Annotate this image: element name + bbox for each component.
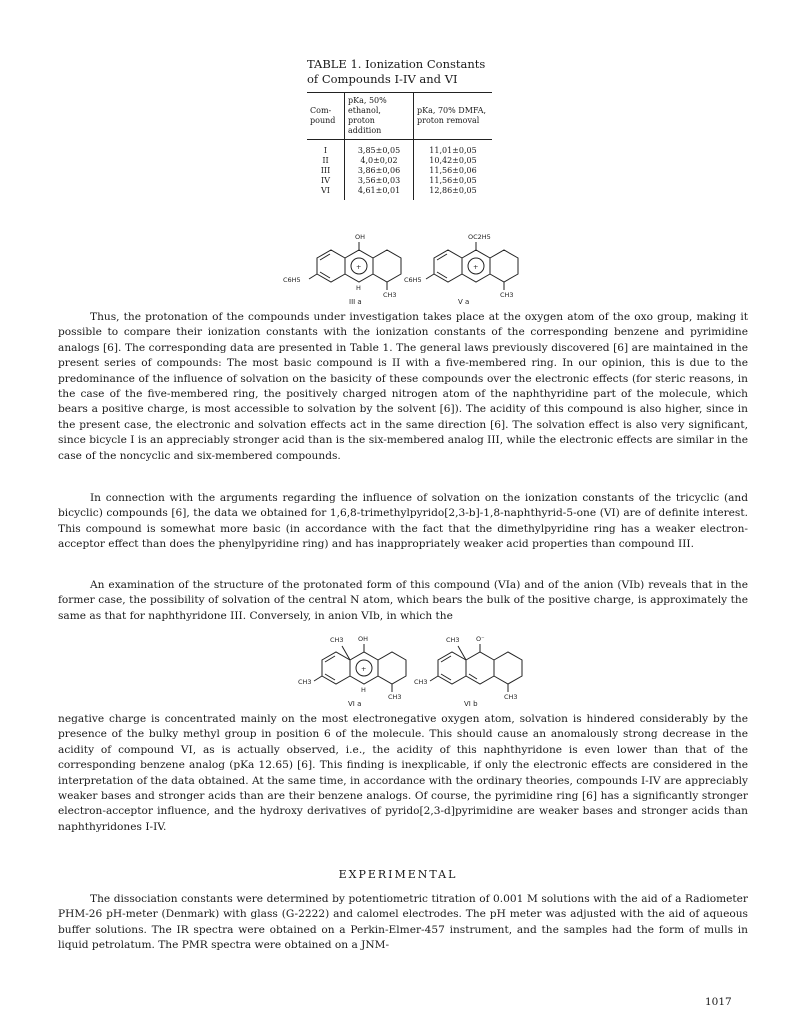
page-number: 1017	[705, 996, 732, 1008]
structure-IIIa	[283, 230, 413, 305]
table-header-row	[307, 93, 492, 140]
header-compound: Com-pound	[307, 93, 345, 140]
s4-top-ch3-label: CH3	[446, 636, 460, 644]
s1-nh-label: H	[356, 284, 361, 292]
paragraph-4-text: negative charge is concentrated mainly on the most electronegative oxygen atom, solvation is hindered considerably by the presence of the bulky methyl group in position 6 of the molecule. This should cause an anomalously strong decrease in the acidity of compound VI, as is actually observed, i.e., the acidity of this naphthyridone is even lower than that of the corresponding benzene analog (pKa 12.65) [6]. This finding is inexplicable, if only the electronic effects are considered in the interpretation of the data obtained. At the same time, in accordance with the ordinary theories, compounds I-IV are appreciably weaker bases and stronger acids than are their benzene analogs. Of course, the pyrimidine ring [6] has a significantly stronger electron-acceptor influence, and the hydroxy derivatives of pyrido[2,3-d]pyrimidine are weaker bases and stronger acids than naphthyridones I-IV.	[58, 713, 748, 833]
s3-nme-label: CH3	[388, 693, 402, 701]
paragraph-4	[58, 712, 748, 835]
s1-label: III a	[349, 298, 362, 306]
s2-nme-label: CH3	[500, 291, 514, 299]
cell-pka-ethanol: 3,56±0,03	[345, 176, 414, 186]
paragraph-2-text: In connection with the arguments regarding the influence of solvation on the ionization constants of the tricyclic (and bicyclic) compounds [6], the data we obtained for 1,6,8-trimethylpyrido[2,3-b]-1,8-naphthyrid-5-one (VI) are of definite interest. This compound is somewhat more basic (in accordance with the fact that the dimethylpyridine ring has a weaker electron-acceptor effect than does the phenylpyridine ring) and has inappropriately weaker acid properties than compound III.	[58, 492, 748, 551]
s2-top-label: OC2H5	[468, 233, 491, 241]
paragraph-1-text: Thus, the protonation of the compounds under investigation takes place at the oxygen atom of the oxo group, making it possible to compare their ionization constants with the ionization constants of the corresponding benzene and pyrimidine analogs [6]. The corresponding data are presented in Table 1. The general laws previously discovered [6] are maintained in the present series of compounds: The most basic compound is II with a five-membered ring. In our opinion, this is due to the predominance of the influence of solvation on the basicity of these compounds over the electronic effects (for steric reasons, in the case of the five-membered ring, the positively charged nitrogen atom of the naphthyridine part of the molecule, which bears a positive charge, is most accessible to solvation by the solvent [6]). The acidity of this compound is also higher, since in the present case, the electronic and solvation effects act in the same direction [6]. The solvation effect is also very significant, since bicycle I is an appreciably stronger acid than is the six-membered analog III, while the electronic effects are similar in the case of the noncyclic and six-membered compounds.	[58, 311, 748, 462]
s1-left-label: C6H5	[283, 276, 301, 284]
cell-pka-dmfa: 11,56±0,05	[414, 176, 493, 186]
table-row	[307, 186, 492, 200]
s1-nme-label: CH3	[383, 291, 397, 299]
s4-nme-label: CH3	[504, 693, 518, 701]
plus-charge-icon: +	[356, 263, 362, 271]
cell-pka-dmfa: 11,56±0,06	[414, 166, 493, 176]
s3-left-label: CH3	[298, 678, 312, 686]
cell-compound: IV	[321, 176, 330, 185]
cell-compound: II	[322, 156, 329, 165]
cell-pka-dmfa: 10,42±0,05	[414, 156, 493, 166]
cell-pka-ethanol: 4,61±0,01	[345, 186, 414, 200]
cell-pka-dmfa: 11,01±0,05	[414, 140, 493, 157]
s3-top-ch3-label: CH3	[330, 636, 344, 644]
section-heading: EXPERIMENTAL	[338, 868, 458, 881]
s4-top-o-label: O⁻	[476, 635, 485, 643]
header-pka-ethanol: pKa, 50% ethanol, proton addition	[345, 93, 414, 140]
table-row	[307, 176, 492, 186]
s3-label: VI a	[348, 700, 362, 708]
table-row	[307, 140, 492, 157]
structure-VIb	[408, 632, 538, 707]
plus-charge-icon: +	[361, 665, 367, 673]
header-pka-dmfa: pKa, 70% DMFA, proton removal	[414, 93, 493, 140]
cell-compound: VI	[321, 186, 330, 195]
plus-charge-icon: +	[473, 263, 479, 271]
table-row	[307, 166, 492, 176]
table-caption	[307, 57, 485, 87]
paragraph-5	[58, 892, 748, 954]
table-caption-line-2: of Compounds I-IV and VI	[307, 72, 458, 86]
s4-label: VI b	[464, 700, 478, 708]
structure-VIa	[292, 632, 422, 707]
table-row	[307, 156, 492, 166]
paragraph-5-text: The dissociation constants were determined by potentiometric titration of 0.001 M solutions with the aid of a Radiometer PHM-26 pH-meter (Denmark) with glass (G-2222) and calomel electrodes. The pH meter was adjusted with the aid of aqueous buffer solutions. The IR spectra were obtained on a Perkin-Elmer-457 instrument, and the samples had the form of mulls in liquid petrolatum. The PMR spectra were obtained on a JNM-	[58, 893, 748, 952]
cell-pka-dmfa: 12,86±0,05	[414, 186, 493, 200]
paragraph-1	[58, 310, 748, 464]
structure-Va	[400, 230, 530, 305]
cell-pka-ethanol: 3,85±0,05	[345, 140, 414, 157]
s4-left-label: CH3	[414, 678, 428, 686]
paragraph-3	[58, 578, 748, 624]
s3-nh-label: H	[361, 686, 366, 694]
cell-compound: III	[320, 166, 331, 175]
paragraph-2	[58, 491, 748, 553]
ionization-constants-table	[307, 92, 492, 200]
table-caption-line-1: TABLE 1. Ionization Constants	[307, 57, 486, 71]
paragraph-3-text: An examination of the structure of the protonated form of this compound (VIa) and of the anion (VIb) reveals that in the former case, the possibility of solvation of the central N atom, which bears the bulk of the positive charge, is approximately the same as that for naphthyridone III. Conversely, in anion VIb, in which the	[58, 579, 748, 622]
s1-top-label: OH	[355, 233, 366, 241]
cell-pka-ethanol: 3,86±0,06	[345, 166, 414, 176]
s2-label: V a	[458, 298, 470, 306]
s2-left-label: C6H5	[404, 276, 422, 284]
s3-top-oh-label: OH	[358, 635, 369, 643]
cell-pka-ethanol: 4,0±0,02	[345, 156, 414, 166]
cell-compound: I	[323, 146, 328, 155]
